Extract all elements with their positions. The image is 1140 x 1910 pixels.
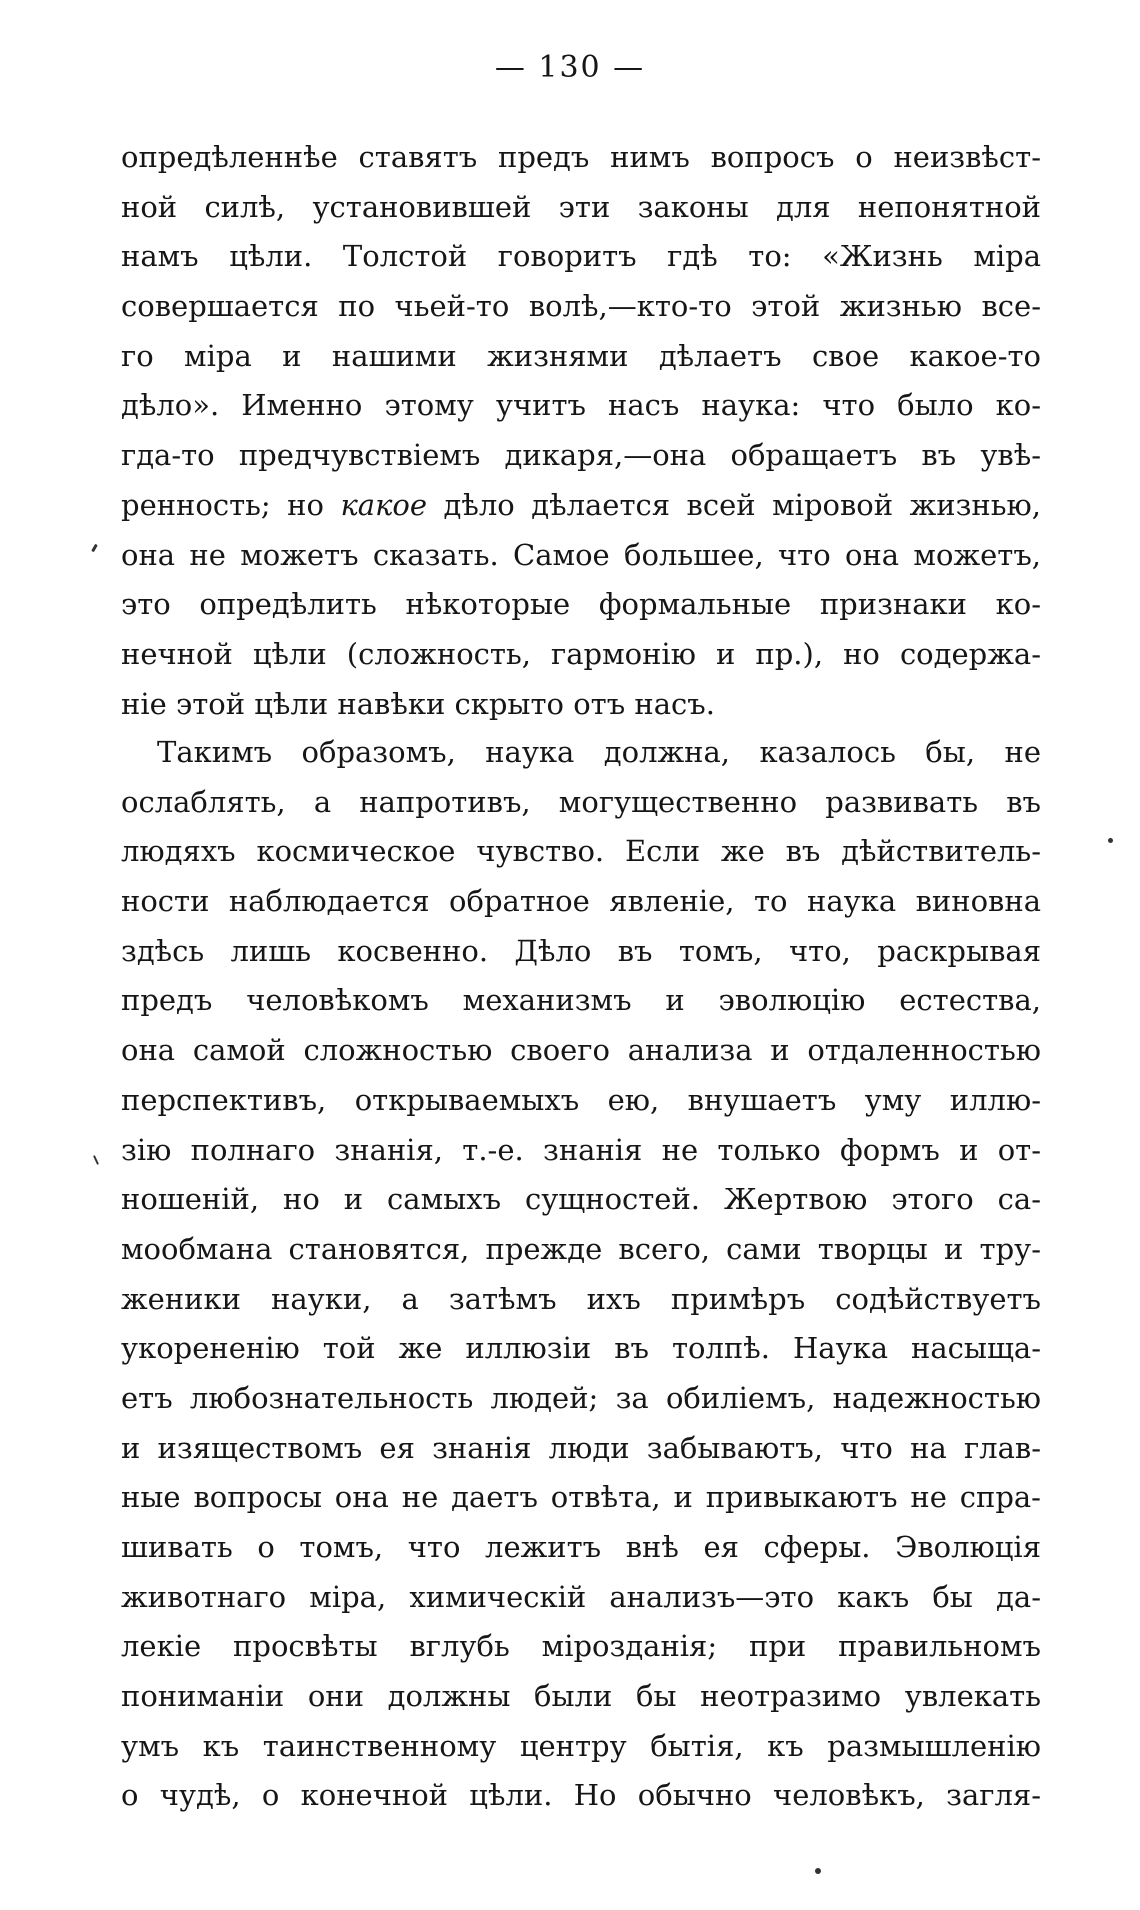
text-line: етъ любознательность людей; за обиліемъ, надежностью	[121, 1380, 1041, 1415]
text-line: укорененію той же иллюзіи въ толпѣ. Наука насыща-	[121, 1331, 1041, 1366]
text-line: шивать о томъ, что лежитъ внѣ ея сферы. Эволюція	[121, 1530, 1041, 1564]
text-line: ности наблюдается обратное явленіе, то наука виновна	[121, 884, 1041, 919]
text-line: ной силѣ, установившей эти законы для непонятной	[121, 189, 1041, 224]
text-line: предъ человѣкомъ механизмъ и эволюцію естества,	[121, 983, 1041, 1018]
ink-speck	[1108, 838, 1113, 843]
italic-word: какое	[340, 487, 428, 522]
text-line: пониманіи они должны были бы неотразимо увлекать	[121, 1679, 1041, 1714]
text-line: Такимъ образомъ, наука должна, казалось бы, не	[157, 735, 1041, 769]
text-line: дѣло». Именно этому учитъ насъ наука: что было ко-	[121, 388, 1041, 423]
text-line: опредѣленнѣе ставятъ предъ нимъ вопросъ о неизвѣст-	[121, 140, 1041, 174]
text-line: это опредѣлить нѣкоторые формальные признаки ко-	[121, 587, 1041, 622]
text-line: совершается по чьей-то волѣ,—кто-то этой жизнью все-	[121, 289, 1041, 324]
text-segment: ренность; но	[121, 487, 324, 522]
text-line: ослаблять, а напротивъ, могущественно развивать въ	[121, 784, 1041, 819]
text-line: намъ цѣли. Толстой говоритъ гдѣ то: «Жизнь міра	[121, 239, 1041, 274]
text-line: зію полнаго знанія, т.-е. знанія не только формъ и от-	[121, 1132, 1041, 1167]
text-line: здѣсь лишь косвенно. Дѣло въ томъ, что, раскрывая	[121, 933, 1041, 968]
text-line: перспективъ, открываемыхъ ею, внушаетъ уму иллю-	[121, 1082, 1041, 1117]
page-number: — 130 —	[494, 50, 646, 85]
text-line: гда-то предчувствіемъ дикаря,—она обращаетъ въ увѣ-	[121, 438, 1041, 473]
text-line: и изяществомъ ея знанія люди забываютъ, что на глав-	[121, 1430, 1041, 1465]
text-line: женики науки, а затѣмъ ихъ примѣръ содѣйствуетъ	[121, 1281, 1041, 1316]
text-line: умъ къ таинственному центру бытія, къ размышленію	[121, 1728, 1041, 1763]
text-line: ношеній, но и самыхъ сущностей. Жертвою этого са-	[121, 1182, 1041, 1217]
text-segment: дѣло дѣлается всей міровой жизнью,	[443, 487, 1041, 522]
ink-speck	[91, 544, 98, 552]
paragraph-2	[121, 728, 1041, 1821]
text-line: ные вопросы она не даетъ отвѣта, и привыкаютъ не спра-	[121, 1480, 1041, 1515]
text-line: ніе этой цѣли навѣки скрыто отъ насъ.	[121, 686, 715, 721]
text-line: мообмана становятся, прежде всего, сами творцы и тру-	[121, 1231, 1041, 1266]
text-line: она не можетъ сказать. Самое большее, что она можетъ,	[121, 537, 1041, 572]
ink-speck	[815, 1868, 821, 1874]
text-line: о чудѣ, о конечной цѣли. Но обычно человѣкъ, загля-	[121, 1778, 1041, 1813]
text-line: нечной цѣли (сложность, гармонію и пр.), но содержа-	[121, 636, 1041, 671]
text-line: животнаго міра, химическій анализъ—это какъ бы да-	[121, 1579, 1041, 1614]
text-line: лекіе просвѣты вглубь мірозданія; при правильномъ	[121, 1629, 1041, 1664]
paragraph-1	[121, 133, 1041, 729]
text-line: она самой сложностью своего анализа и отдаленностью	[121, 1033, 1041, 1068]
ink-speck	[93, 1155, 99, 1165]
text-line: людяхъ космическое чувство. Если же въ дѣйствитель-	[121, 834, 1041, 869]
text-line-with-italic	[121, 481, 1041, 531]
text-line: го міра и нашими жизнями дѣлаетъ свое какое-то	[121, 338, 1041, 373]
